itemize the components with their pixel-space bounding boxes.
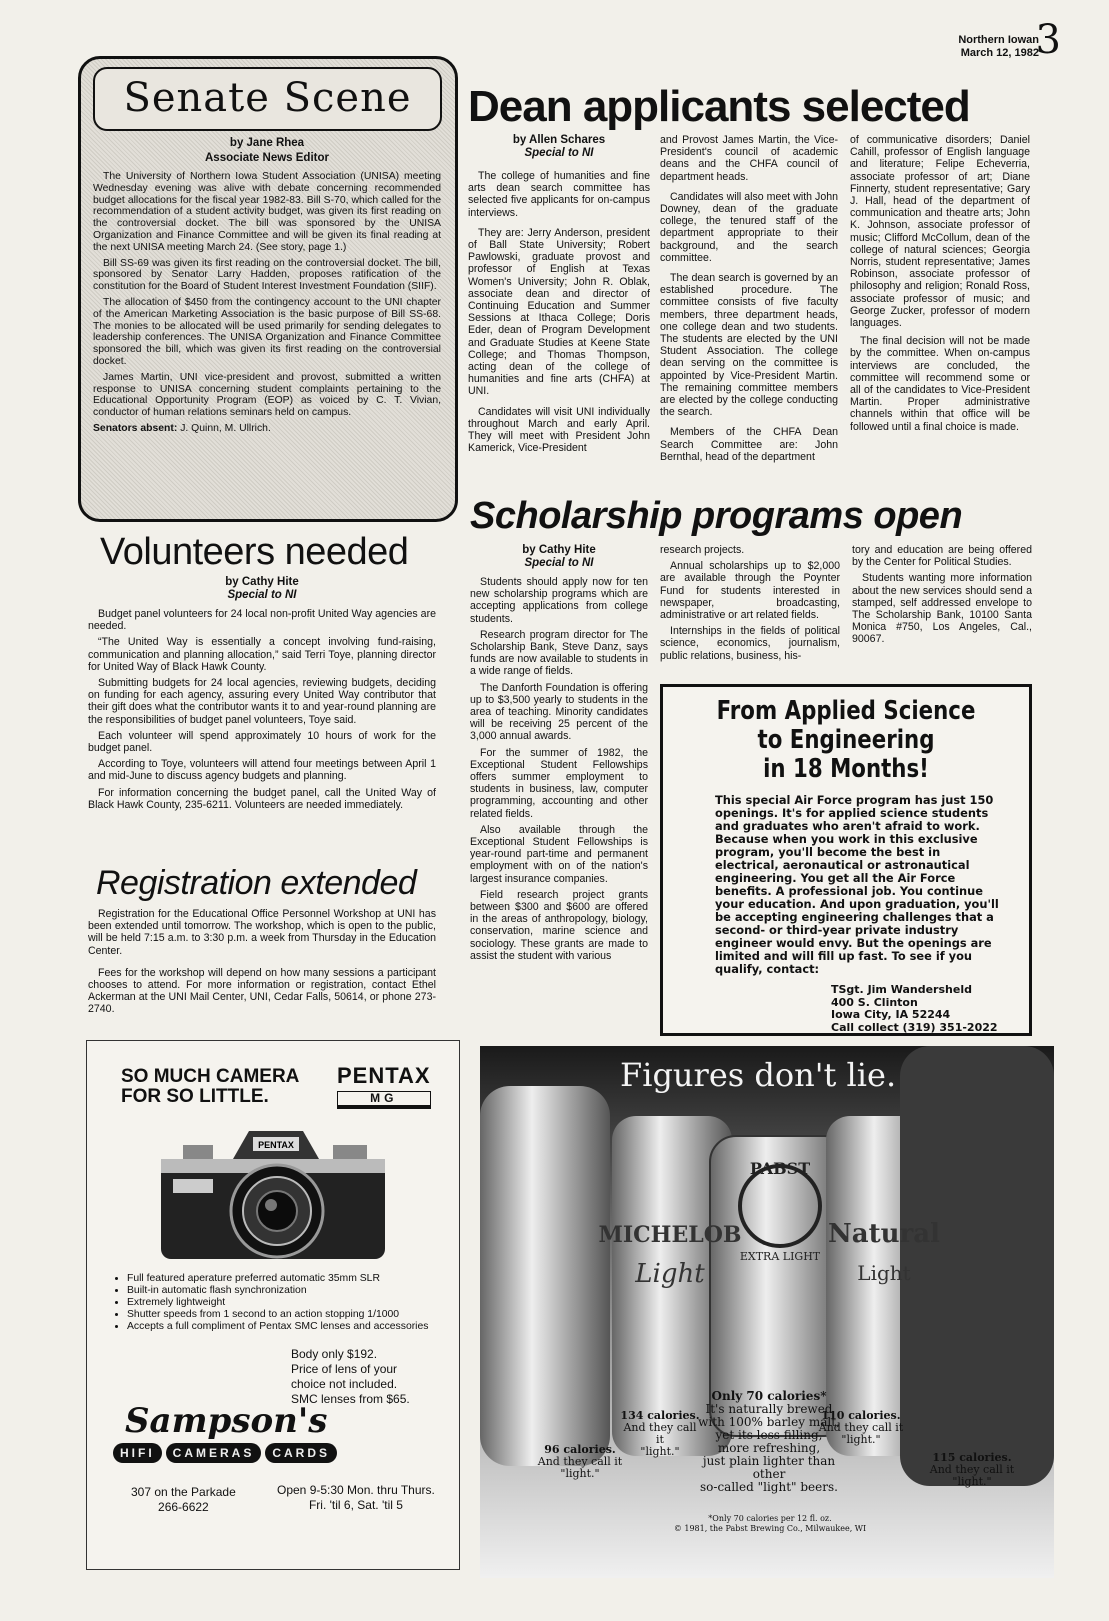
- paragraph: The University of Northern Iowa Student Association (UNISA) meeting Wednesday evening was alive with debate concerning recommended budget allocations for the fiscal year 1982-83. Bill S-70, which called for the recommendation of a student activity budget, was given its first reading on the controversial docket. The bill was sponsored by the UNISA Organization and Finance Committee and will be given its final reading at the next UNISA meeting March 24. (See story, page 1.): [93, 171, 441, 253]
- calorie-note-115: [922, 1452, 1022, 1488]
- feature: • Built-in automatic flash synchronization: [127, 1285, 447, 1297]
- store-tag: CAMERAS: [166, 1443, 262, 1463]
- paragraph: Internships in the fields of political science, economics, journalism, public relations, business, his-: [660, 625, 840, 662]
- paragraph: and Provost James Martin, the Vice-President's council of academic deans and the CHFA council of department heads.: [660, 134, 838, 183]
- paragraph: tory and education are being offered by the Center for Political Studies.: [852, 544, 1032, 569]
- contact-name: TSgt. Jim Wandersheld: [831, 983, 972, 996]
- ad-title-line: From Applied Science: [716, 696, 976, 726]
- ad-contact: [831, 984, 1029, 1034]
- senators-absent: [93, 423, 441, 435]
- absent-names: J. Quinn, M. Ullrich.: [180, 422, 271, 434]
- paragraph: The dean search is governed by an established procedure. The committee consists of five faculty members, three department heads, one college dean and two students. The students are elected by the UNI Student Association. The college dean serving on the committee is appointed by Vice-President Martin. The remaining committee members are elected by the college conducting the search.: [660, 272, 838, 419]
- ad-headline: Figures don't lie.: [620, 1056, 897, 1094]
- byline-role: Associate News Editor: [205, 152, 329, 164]
- ad-title-line: in 18 Months!: [763, 754, 929, 784]
- pabst-footnote: [650, 1514, 890, 1534]
- paragraph: For information concerning the budget panel, call the United Way of Black Hawk County, 235-6211. Volunteers are needed immediately.: [88, 786, 436, 811]
- can-label: Light: [635, 1259, 705, 1289]
- ad-headline: [121, 1067, 299, 1107]
- contact-city: Iowa City, IA 52244: [831, 1008, 951, 1021]
- paragraph: Fees for the workshop will depend on how many sessions a participant chooses to attend. For more information or registration, contact Ethel Ackerman at the UNI Mail Center, UNI, Cedar Falls, 50614, or phone 273-2740.: [88, 966, 436, 1016]
- scholarship-headline: Scholarship programs open: [470, 495, 963, 537]
- paragraph: James Martin, UNI vice-president and provost, submitted a written response to UNISA concerning student complaints pertaining to the Educational Opportunity Program (EOP) as voiced by C. T. Vivian, conductor of human relations seminars held on campus.: [93, 371, 441, 419]
- can-label: MICHELOB: [598, 1222, 742, 1248]
- paragraph: Bill SS-69 was given its first reading on the controversial docket. The bill, sponsored by Senator Larry Hadden, proposes ratification of the constitution for the Board of Student Interest Investment Foundation (SIIF).: [93, 257, 441, 293]
- issue-date: March 12, 1982: [960, 47, 1039, 59]
- feature-list: [113, 1273, 447, 1333]
- price-line: SMC lenses from $65.: [291, 1392, 410, 1406]
- absent-label: Senators absent:: [93, 422, 178, 434]
- calorie-count: 115 calories.: [932, 1451, 1012, 1464]
- can-label: EXTRA LIGHT: [739, 1250, 821, 1263]
- byline-role: Special to NI: [524, 557, 594, 569]
- logo-model: MG: [337, 1091, 431, 1106]
- calorie-line: "light.": [640, 1445, 680, 1458]
- scholarship-col-1: [470, 544, 648, 966]
- paragraph: Field research project grants between $300 and $600 are offered in the areas of anthropology, biology, conservation, marine science and sociology. These grants are made to assist the student with various: [470, 888, 648, 962]
- paragraph: The Danforth Foundation is offering up to $3,500 yearly to students in the area of teaching. Minority candidates will be receiving 25 percent of the 3,000 annual awards.: [470, 681, 648, 743]
- store-address: [131, 1485, 236, 1515]
- paper-name: Northern Iowan: [958, 34, 1039, 46]
- store-hours: [277, 1483, 435, 1513]
- calorie-line: And they call it: [623, 1421, 697, 1446]
- dean-col-2: [660, 134, 838, 467]
- copy-line: so-called "light" beers.: [700, 1480, 838, 1494]
- paragraph: Registration for the Educational Office Personnel Workshop at UNI has been extended until tomorrow. The workshop, which is open to the public, will be held 7:15 a.m. to 3:30 p.m. a week from Thursday in the Education Center.: [88, 908, 436, 957]
- paragraph: For the summer of 1982, the Exceptional Student Fellowships offers summer employment to students in business, law, computer programming, accounting and other related fields.: [470, 746, 648, 820]
- dean-col-1: [468, 134, 650, 458]
- can-label: Light: [857, 1261, 911, 1285]
- copy-line: with 100% barley malt,: [698, 1415, 840, 1429]
- calorie-line: And they call it: [818, 1421, 904, 1434]
- scholarship-col-2: [660, 544, 840, 666]
- contact-phone: Call collect (319) 351-2022: [831, 1020, 998, 1034]
- footnote-line: © 1981, the Pabst Brewing Co., Milwaukee, WI: [673, 1524, 867, 1533]
- feature: • Accepts a full compliment of Pentax SMC lenses and accessories: [127, 1321, 447, 1333]
- calorie-line: "light.": [952, 1475, 992, 1488]
- copy-line: yet its less filling,: [715, 1428, 823, 1442]
- price-line: choice not included.: [291, 1377, 398, 1391]
- paragraph: Candidates will visit UNI individually throughout March and early April. They will meet with President John Kamerick, Vice-President: [468, 405, 650, 455]
- copy-title: Only 70 calories*: [711, 1389, 827, 1403]
- volunteers-headline: Volunteers needed: [100, 531, 409, 573]
- copy-line: It's naturally brewed: [705, 1402, 833, 1416]
- headline-line: SO MUCH CAMERA: [121, 1066, 300, 1087]
- ad-body: This special Air Force program has just 150 openings. It's for applied science students and graduates who aren't afraid to work. Because when you work in this exclusive program, you'll become the best in electrical, aeronautical or astronautical engineering. You get all the Air Force benefits. A professional job. You continue your education. And upon graduation, you'll be accepting engineering challenges that a second- or third-year private industry engineer would envy. But the openings are limited and will fill up fast. To see if you qualify, contact:: [715, 793, 999, 976]
- price-info: [291, 1347, 410, 1407]
- paragraph: Budget panel volunteers for 24 local non-profit United Way agencies are needed.: [88, 608, 436, 633]
- feature: • Full featured aperature preferred automatic 35mm SLR: [127, 1273, 447, 1285]
- paragraph: Also available through the Exceptional Student Fellowships is year-round part-time and permanent employment with on of the nation's largest insurance companies.: [470, 823, 648, 885]
- paragraph: Students wanting more information about the new services should send a stamped, self addressed envelope to The Scholarship Bank, 10100 Santa Monica #750, Los Angeles, Cal., 90067.: [852, 572, 1032, 646]
- headline-line: FOR SO LITTLE.: [121, 1086, 269, 1107]
- store-tags: [113, 1443, 337, 1463]
- calorie-count: 96 calories.: [544, 1443, 616, 1456]
- paragraph: “The United Way is essentially a concept involving fund-raising, communication and planning allocation,” said Terri Toye, planning director for United Way of Black Hawk County.: [88, 636, 436, 673]
- feature: • Extremely lightweight: [127, 1297, 447, 1309]
- hours-line: Fri. 'til 6, Sat. 'til 5: [308, 1498, 403, 1512]
- calorie-line: And they call it: [537, 1455, 623, 1468]
- copy-line: more refreshing,: [717, 1441, 821, 1455]
- camera-brand: PENTAX: [258, 1140, 294, 1150]
- calorie-line: "light.": [560, 1467, 600, 1480]
- masthead: [958, 34, 1039, 60]
- calorie-note-110: [816, 1410, 906, 1446]
- pabst-ad: [480, 1046, 1054, 1578]
- volunteers-article: [88, 576, 436, 815]
- contact-street: 400 S. Clinton: [831, 995, 918, 1009]
- footnote-line: *Only 70 calories per 12 fl. oz.: [708, 1514, 832, 1523]
- byline-role: Special to NI: [227, 589, 297, 601]
- byline: by Cathy Hite: [225, 576, 299, 588]
- page-number: 3: [1035, 17, 1061, 63]
- paragraph: The final decision will not be made by the committee. When on-campus interviews are concluded, the committee will recommend some or all of the candidates to Vice-President Martin. Proper administrative channels within that office will be followed until a final choice is made.: [850, 335, 1030, 433]
- pentax-logo: [337, 1063, 431, 1109]
- senate-scene-box: [78, 56, 458, 522]
- calorie-note-134: [620, 1410, 700, 1458]
- calorie-note-96: [530, 1444, 630, 1480]
- can-label: Natural: [828, 1219, 940, 1249]
- air-force-ad: [660, 684, 1032, 1036]
- hours-line: Open 9-5:30 Mon. thru Thurs.: [277, 1483, 435, 1497]
- paragraph: Candidates will also meet with John Downey, dean of the graduate college, the tenured staff of the department appropriate to their background, and the search committee.: [660, 190, 838, 264]
- calorie-line: "light.": [841, 1433, 881, 1446]
- camera-illustration: [153, 1119, 393, 1267]
- ad-title-line: to Engineering: [757, 725, 935, 755]
- paragraph: Submitting budgets for 24 local agencies, reviewing budgets, deciding on funding for each agency, assuring every United Way contributor that their gift does what the contributor wants it to and year-round planning are the responsibilities of budget panel volunteers, Toye said.: [88, 677, 436, 726]
- address-line: 307 on the Parkade: [131, 1485, 236, 1499]
- calorie-count: 110 calories.: [821, 1409, 901, 1422]
- store-tag: HIFI: [113, 1443, 162, 1463]
- dean-headline: Dean applicants selected: [468, 82, 970, 131]
- paragraph: They are: Jerry Anderson, president of Ball State University; Robert Pawlowski, graduate provost and professor of English at Texas Women's University; John R. Oblak, associate dean and director of Continuing Education and Summer Sessions at Ithaca College; Doris Eder, dean of Program Development and Graduate Studies at Keene State College; and Thomas Thompson, acting dean of the college of humanities and fine arts (CHFA) at UNI.: [468, 226, 650, 398]
- beer-cans-photo: [480, 1046, 1054, 1578]
- byline: by Jane Rhea: [229, 137, 305, 149]
- dean-col-3: [850, 134, 1030, 437]
- feature: • Shutter speeds from 1 second to an action stopping 1/1000: [127, 1309, 447, 1321]
- paragraph: Students should apply now for ten new scholarship programs which are accepting applications from college students.: [470, 576, 648, 625]
- price-line: Price of lens of your: [291, 1362, 398, 1376]
- paragraph: The allocation of $450 from the contingency account to the UNI chapter of the American Marketing Association is the basic purpose of Bill SS-68. The monies to be allocated will be used primarily for sending delegates to leadership conferences. The UNISA Organization and Finance Committee sponsored the bill, which was given its first reading on the controversial docket.: [93, 296, 441, 367]
- paragraph: Members of the CHFA Dean Search Committee are: John Bernthal, head of the department: [660, 426, 838, 463]
- registration-headline: Registration extended: [96, 864, 417, 902]
- pentax-ad: [86, 1040, 460, 1570]
- scholarship-col-3: [852, 544, 1032, 650]
- calorie-count: 134 calories.: [620, 1409, 700, 1422]
- price-line: Body only $192.: [291, 1347, 378, 1361]
- paragraph: Research program director for The Scholarship Bank, Steve Danz, says funds are now available to students in a wide range of fields.: [470, 628, 648, 678]
- logo-text: PENTAX: [337, 1063, 431, 1088]
- paragraph: Each volunteer will spend approximately 10 hours of work for the budget panel.: [88, 729, 436, 755]
- paragraph: of communicative disorders; Daniel Cahill, professor of English language and literature; Felipe Echeverria, associate professor of art; Diane Finnerty, student representative; Gary J. Hall, head of the department of communication and theatre arts; John K. Johnson, associate professor of music; Clifford McCollum, dean of the college of natural sciences; Georgia Norris, student representative; James Robinson, associate professor of philosophy and religion; Ronald Ross, associate professor of music; and George Zucker, professor of modern languages.: [850, 134, 1030, 330]
- calorie-line: And they call it: [929, 1463, 1015, 1476]
- senate-scene-article: [93, 137, 441, 439]
- paragraph: research projects.: [660, 544, 745, 556]
- registration-article: [88, 908, 436, 1020]
- paragraph: The college of humanities and fine arts dean search committee has selected five applicants for on-campus interviews.: [468, 170, 650, 219]
- paragraph: Annual scholarships up to $2,000 are available through the Poynter Fund for students interested in newspaper, broadcasting, administrative or art related fields.: [660, 560, 840, 622]
- byline: by Cathy Hite: [522, 544, 596, 556]
- phone-line: 266-6622: [158, 1500, 209, 1514]
- store-logo: Sampson's: [125, 1401, 328, 1441]
- byline-role: Special to NI: [524, 147, 594, 159]
- copy-line: just plain lighter than other: [702, 1454, 836, 1481]
- paragraph: According to Toye, volunteers will attend four meetings between April 1 and mid-June to discuss agency budgets and planning.: [88, 758, 436, 783]
- store-tag: CARDS: [265, 1443, 337, 1463]
- senate-scene-title: Senate Scene: [93, 67, 442, 131]
- can-label: PABST: [749, 1159, 811, 1178]
- byline: by Allen Schares: [512, 134, 606, 146]
